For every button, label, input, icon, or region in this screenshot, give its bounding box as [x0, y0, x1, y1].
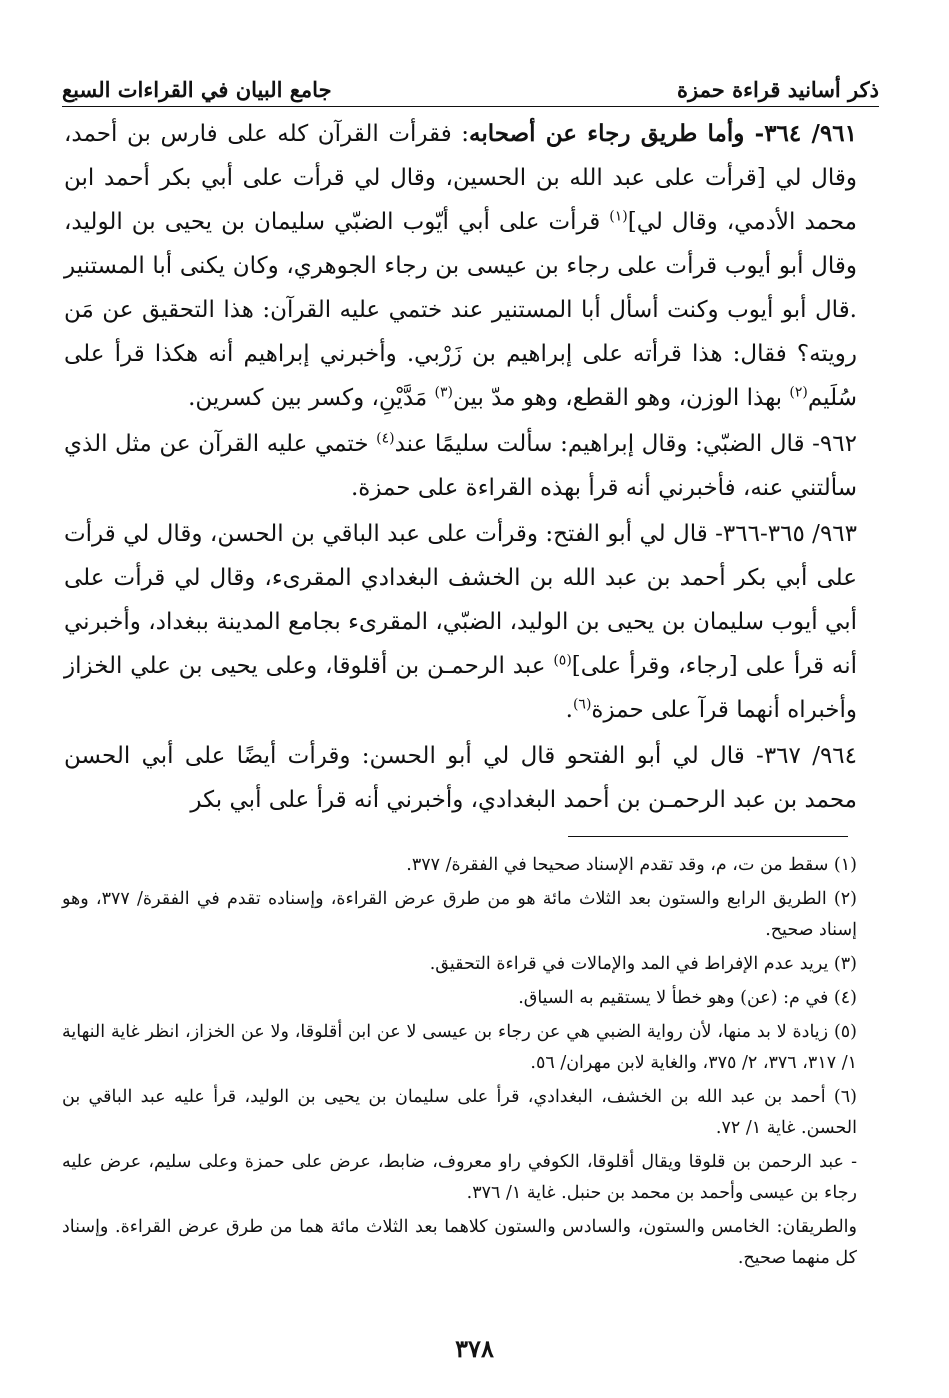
paragraph-963: [64, 512, 857, 732]
paragraph-962: [64, 422, 857, 510]
paragraph-text: بهذا الوزن، وهو القطع، وهو مدّ بين: [453, 385, 790, 411]
footnote-ref-3: (٣): [434, 384, 453, 401]
footnote-ref-4: (٤): [376, 430, 395, 447]
footnote-6-continued: - عبد الرحمن بن قلوقا ويقال أقلوقا، الكوفي راو معروف، ضابط، عرض على حمزة وعلى سليم، عرض عليه رجاء بن عيسى وأحمد بن محمد بن حنبل. غاية ١/ ٣٧٦.: [62, 1152, 857, 1203]
footnote-3: (٣) يريد عدم الإفراط في المد والإمالات في قراءة التحقيق.: [429, 954, 857, 974]
main-text: [64, 112, 857, 822]
footnote-ref-2: (٢): [789, 384, 808, 401]
header-chapter-title: ذكر أسانيد قراءة حمزة: [677, 77, 879, 102]
footnote-5: (٥) زيادة لا بد منها، لأن رواية الضبي هي عن رجاء بن عيسى لا عن ابن أقلوقا، ولا عن الخزاز، انظر غاية النهاية ١/ ٣١٧، ٣٧٦، ٢/ ٣٧٥، والغاية لابن مهران/ ٥٦.: [62, 1022, 857, 1073]
paragraph-text: قرأت على أبي أيّوب الضبّي سليمان بن يحيى بن الوليد، وقال أبو أيوب قرأت على رجاء بن عيسى بن رجاء الجوهري، وكان يكنى أبا المستنير .قال أبو أيوب وكنت أسأل أبا المستنير عند ختمي عليه القرآن: هذا التحقيق عن مَن رويته؟ فقال: هذا قرأته على إبراهيم بن زَرْبي. وأخبرني إبراهيم أنه هكذا قرأ على سُلَيم: [64, 209, 857, 411]
footnote-4: (٤) في م: (عن) وهو خطأ لا يستقيم به السياق.: [518, 988, 857, 1008]
paragraph-text: : فقرأت القرآن كله على فارس بن أحمد، وقال لي [قرأت على عبد الله بن الحسين، وقال لي قرأت على أبي بكر أحمد ابن محمد الأدمي، وقال لي]: [64, 121, 857, 235]
header-divider: [62, 106, 879, 107]
header-book-title: جامع البيان في القراءات السبع: [62, 77, 332, 102]
paragraph-961: [64, 112, 857, 420]
footnote-divider: [568, 836, 848, 837]
paragraph-964: [64, 734, 857, 822]
footnote-6: (٦) أحمد بن عبد الله بن الخشف، البغدادي، قرأ على سليمان بن يحيى بن الوليد، قرأ عليه عبد الباقي بن الحسن. غاية ١/ ٧٢.: [62, 1087, 857, 1138]
running-header: [62, 58, 879, 108]
footnote-ref-5: (٥): [553, 652, 572, 669]
paragraph-text: ختمي عليه القرآن عن مثل الذي سألتني عنه، فأخبرني أنه قرأ بهذه القراءة على حمزة.: [64, 431, 857, 501]
page-number: ٣٧٨: [455, 1334, 494, 1363]
paragraph-text: .: [565, 697, 573, 723]
footnote-2: (٢) الطريق الرابع والستون بعد الثلاث مائة هو من طرق عرض القراءة، وإسناده تقدم في الفقرة/ ٣٧٧، وهو إسناد صحيح.: [62, 889, 857, 940]
paragraph-text: مَدَّيْنِ، وكسر بين كسرين.: [188, 385, 435, 411]
footnote-1: (١) سقط من ت، م، وقد تقدم الإسناد صحيحا في الفقرة/ ٣٧٧.: [406, 855, 857, 875]
paragraph-text: ٩٦٤/ ٣٦٧- قال لي أبو الفتحو قال لي أبو الحسن: وقرأت أيضًا على أبي الحسن محمد بن عبد الرحمـن بن أحمد البغدادي، وأخبرني أنه قرأ على أبي بكر: [64, 743, 857, 813]
paragraph-text: ٩٦٢- قال الضبّي: وقال إبراهيم: سألت سليمًا عند: [394, 431, 857, 457]
footnotes: [62, 850, 857, 1277]
paragraph-text: ٩٦٣/ ٣٦٥-٣٦٦- قال لي أبو الفتح: وقرأت على عبد الباقي بن الحسن، وقال لي قرأت على أبي بكر أحمد بن عبد الله بن الخشف البغدادي المقرىء، وقال لي قرأت على أبي أيوب سليمان بن يحيى بن الوليد، الضبّي، المقرىء بجامع المدينة ببغداد، وأخبرني أنه قرأ على [رجاء، وقرأ على]: [64, 521, 857, 679]
paragraph-text: عبد الرحمـن بن أقلوقا، وعلى يحيى بن علي الخزاز وأخبراه أنهما قرآ على حمزة: [64, 653, 857, 723]
footnote-ref-6: (٦): [572, 696, 592, 713]
footnote-6-routes: والطريقان: الخامس والستون، والسادس والستون كلاهما بعد الثلاث مائة هما من طرق عرض القراءة. وإسناد كل منهما صحيح.: [62, 1217, 857, 1268]
footnote-ref-1: (١): [609, 208, 628, 225]
paragraph-lead: ٩٦١/ ٣٦٤- وأما طريق رجاء عن أصحابه: [469, 120, 857, 147]
